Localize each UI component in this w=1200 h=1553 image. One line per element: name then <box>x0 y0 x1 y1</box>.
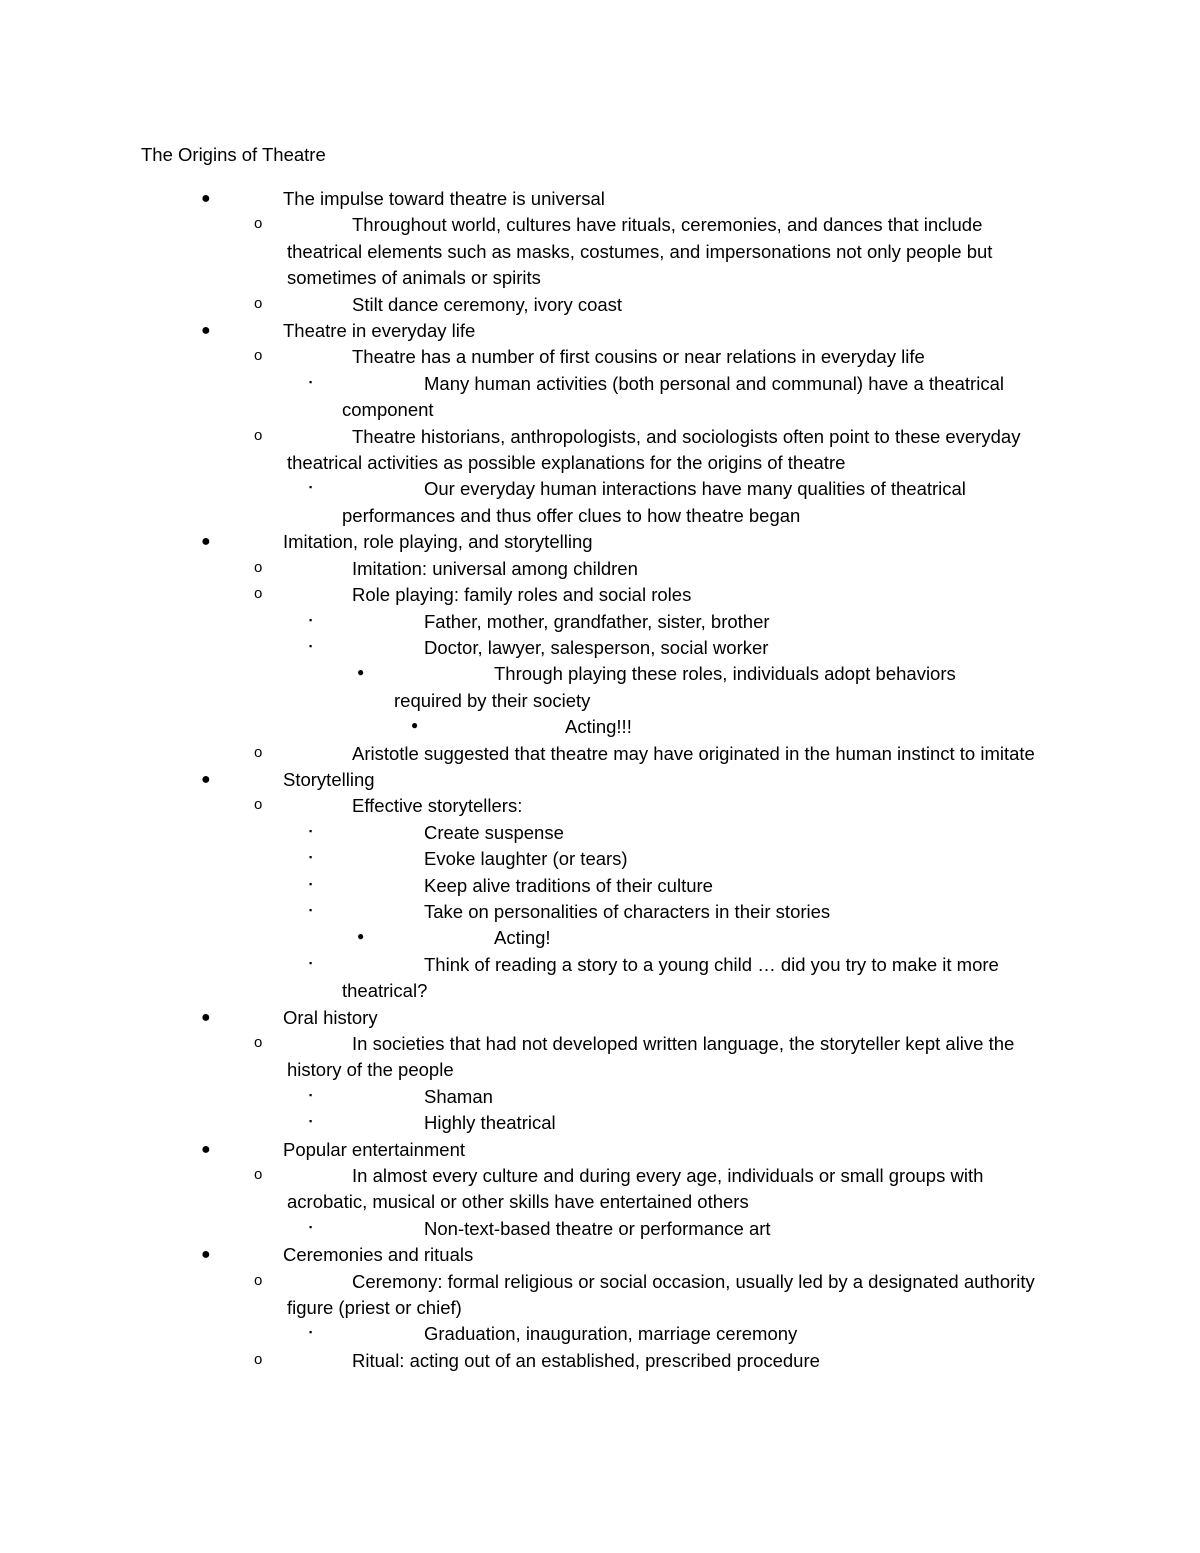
square-bullet-icon: ▪ <box>309 1116 313 1127</box>
circle-bullet-icon: o <box>254 215 263 233</box>
circle-bullet-icon: o <box>254 558 263 576</box>
outline-item-level-3 <box>0 899 1200 925</box>
square-bullet-icon: ▪ <box>309 904 313 915</box>
outline-item-level-3 <box>0 476 1200 529</box>
outline-item-text: Acting!!! <box>565 716 632 738</box>
outline-item-text: Many human activities (both personal and communal) have a theatrical component <box>342 372 1004 421</box>
bullet-icon: ● <box>357 665 365 680</box>
square-bullet-icon: ▪ <box>309 957 313 968</box>
outline-item-level-3 <box>0 635 1200 661</box>
bullet-icon <box>201 1005 211 1031</box>
square-bullet-icon: ▪ <box>309 1327 313 1338</box>
outline-item-text: Take on personalities of characters in their stories <box>424 900 831 922</box>
outline-item-level-2 <box>0 212 1200 291</box>
outline-item-text: Aristotle suggested that theatre may have originated in the human instinct to imitate <box>352 742 1035 764</box>
outline-item-level-2 <box>0 741 1200 767</box>
outline-item-level-2 <box>0 582 1200 608</box>
bullet-icon <box>201 1137 211 1163</box>
outline-item-text: Evoke laughter (or tears) <box>424 848 628 870</box>
outline-item-text: Highly theatrical <box>424 1112 556 1134</box>
outline-item-text: Create suspense <box>424 821 564 843</box>
bullet-icon: ● <box>411 718 419 733</box>
square-bullet-icon: ▪ <box>309 852 313 863</box>
bullet-icon <box>201 767 211 793</box>
outline-item-level-1 <box>0 1242 1200 1268</box>
outline-item-text: Acting! <box>494 927 551 949</box>
outline-item-text: Throughout world, cultures have rituals, ceremonies, and dances that include theatrical elements such as masks, costumes, and impersonations not only people but sometimes of animals or spirits <box>287 214 993 289</box>
outline-item-level-1 <box>0 1005 1200 1031</box>
outline-item-level-2 <box>0 793 1200 819</box>
outline-item-text: Role playing: family roles and social roles <box>352 584 692 606</box>
circle-bullet-icon: o <box>254 294 263 312</box>
outline-item-text: Storytelling <box>283 768 375 790</box>
outline-item-text: Keep alive traditions of their culture <box>424 874 713 896</box>
outline-item-text: Doctor, lawyer, salesperson, social worker <box>424 636 769 658</box>
outline-item-text: Non-text-based theatre or performance art <box>424 1217 771 1239</box>
square-bullet-icon: ▪ <box>309 1089 313 1100</box>
outline-item-text: Theatre in everyday life <box>283 320 476 342</box>
outline-item-level-3 <box>0 846 1200 872</box>
outline-item-level-2 <box>0 1269 1200 1322</box>
circle-bullet-icon: o <box>254 1350 263 1368</box>
circle-bullet-icon: o <box>254 347 263 365</box>
square-bullet-icon: ▪ <box>309 1221 313 1232</box>
outline-item-text: Graduation, inauguration, marriage ceremony <box>424 1323 798 1345</box>
outline-item-text: Stilt dance ceremony, ivory coast <box>352 293 623 315</box>
outline-item-level-2 <box>0 1348 1200 1374</box>
outline-item-text: Ritual: acting out of an established, prescribed procedure <box>352 1349 820 1371</box>
outline-item-level-3 <box>0 371 1200 424</box>
bullet-icon: ● <box>357 929 365 944</box>
outline-item-level-4 <box>0 925 1200 951</box>
outline-item-level-3 <box>0 1110 1200 1136</box>
square-bullet-icon: ▪ <box>309 614 313 625</box>
outline-item-level-2 <box>0 1163 1200 1216</box>
bullet-icon <box>201 186 211 212</box>
outline-item-level-2 <box>0 1031 1200 1084</box>
outline-item-text: Our everyday human interactions have many qualities of theatrical performances and thus offer clues to how theatre began <box>342 478 966 526</box>
circle-bullet-icon: o <box>254 743 263 761</box>
outline-item-level-2 <box>0 292 1200 318</box>
outline-item-text: Through playing these roles, individuals adopt behaviors required by their society <box>394 663 956 711</box>
outline-item-text: Imitation: universal among children <box>352 557 638 579</box>
document-title: The Origins of Theatre <box>141 144 326 165</box>
outline-item-text: Father, mother, grandfather, sister, brother <box>424 610 770 632</box>
square-bullet-icon: ▪ <box>309 482 313 493</box>
bullet-icon <box>201 529 211 555</box>
outline-item-level-2 <box>0 556 1200 582</box>
outline-item-level-1 <box>0 1137 1200 1163</box>
square-bullet-icon: ▪ <box>309 878 313 889</box>
outline-item-text: In societies that had not developed written language, the storyteller kept alive the history of the people <box>287 1033 1015 1081</box>
outline-item-level-2 <box>0 344 1200 370</box>
bullet-icon <box>201 1242 211 1268</box>
outline-item-text: Ceremony: formal religious or social occasion, usually led by a designated authority figure (priest or chief) <box>287 1270 1035 1319</box>
outline-item-text: Imitation, role playing, and storytelling <box>283 531 593 553</box>
outline-item-level-1 <box>0 186 1200 212</box>
square-bullet-icon: ▪ <box>309 376 313 387</box>
outline-item-level-1 <box>0 529 1200 555</box>
outline-item-text: Think of reading a story to a young child … did you try to make it more theatrical? <box>342 953 999 1002</box>
bullet-icon <box>201 318 211 344</box>
circle-bullet-icon: o <box>254 1034 263 1051</box>
outline-item-level-3 <box>0 873 1200 899</box>
outline-list <box>0 186 1200 1374</box>
outline-item-text: Ceremonies and rituals <box>283 1244 474 1266</box>
outline-item-text: Theatre historians, anthropologists, and sociologists often point to these everyday theatrical activities as possible explanations for the origins of theatre <box>287 425 1021 474</box>
outline-item-level-3 <box>0 609 1200 635</box>
circle-bullet-icon: o <box>254 585 263 603</box>
outline-item-level-1 <box>0 767 1200 793</box>
outline-item-level-3 <box>0 1084 1200 1110</box>
outline-item-text: Effective storytellers: <box>352 795 523 817</box>
outline-item-level-4 <box>0 661 1200 714</box>
outline-item-text: Popular entertainment <box>283 1138 466 1160</box>
outline-item-text: The impulse toward theatre is universal <box>283 188 605 209</box>
outline-item-text: Oral history <box>283 1006 378 1028</box>
outline-item-level-5 <box>0 714 1200 740</box>
circle-bullet-icon: o <box>254 1166 263 1184</box>
outline-item-text: Shaman <box>424 1085 493 1107</box>
circle-bullet-icon: o <box>254 796 263 814</box>
square-bullet-icon: ▪ <box>309 825 313 836</box>
outline-item-level-3 <box>0 820 1200 846</box>
outline-item-level-3 <box>0 1216 1200 1242</box>
outline-item-level-3 <box>0 952 1200 1005</box>
outline-item-level-1 <box>0 318 1200 344</box>
outline-item-level-3 <box>0 1321 1200 1347</box>
outline-item-text: In almost every culture and during every age, individuals or small groups with acrobatic, musical or other skills have entertained others <box>287 1165 984 1213</box>
circle-bullet-icon: o <box>254 1271 263 1289</box>
square-bullet-icon: ▪ <box>309 640 313 651</box>
outline-item-level-2 <box>0 424 1200 477</box>
outline-item-text: Theatre has a number of first cousins or near relations in everyday life <box>352 346 925 368</box>
circle-bullet-icon: o <box>254 426 263 444</box>
